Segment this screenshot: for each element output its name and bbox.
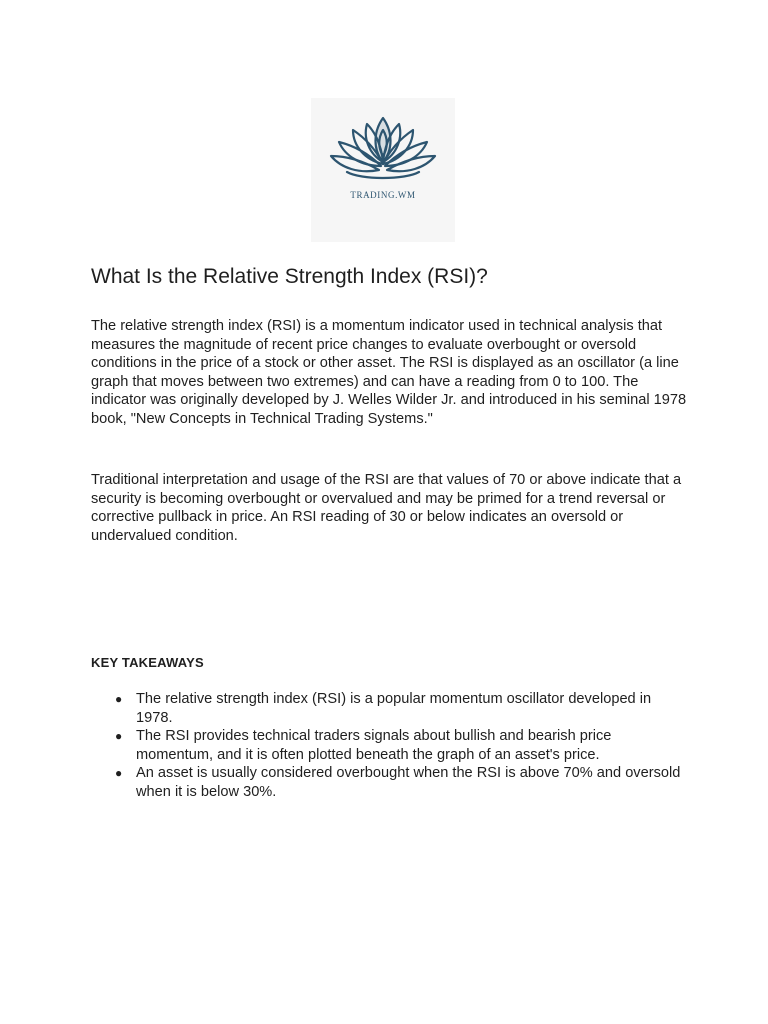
page-title: What Is the Relative Strength Index (RSI)?: [91, 265, 488, 288]
list-item: [91, 764, 691, 801]
lotus-icon: [311, 98, 455, 242]
paragraph-interpretation: Traditional interpretation and usage of the RSI are that values of 70 or above indicate that a security is becoming overbought or overvalued and may be primed for a trend reversal or corrective pullback in price. An RSI reading of 30 or below indicates an oversold or undervalued condition.: [91, 472, 682, 544]
bullet-icon: ●: [115, 766, 123, 781]
logo-text: TRADING.WM: [350, 190, 416, 200]
list-item: [91, 690, 691, 727]
list-item: [91, 727, 691, 764]
logo: [311, 98, 455, 242]
bullet-icon: ●: [115, 692, 123, 706]
key-takeaways-list: [91, 690, 691, 802]
bullet-icon: ●: [115, 729, 123, 744]
list-item-text: The RSI provides technical traders signals about bullish and bearish price momentum, and it is often plotted beneath the graph of an asset's price.: [136, 728, 612, 763]
paragraph-intro: The relative strength index (RSI) is a momentum indicator used in technical analysis that measures the magnitude of recent price changes to evaluate overbought or oversold conditions in the price of a stock or other asset. The RSI is displayed as an oscillator (a line graph that moves between two extremes) and can have a reading from 0 to 100. The indicator was originally developed by J. Welles Wilder Jr. and introduced in his seminal 1978 book, "New Concepts in Technical Trading Systems.": [91, 318, 687, 427]
list-item-text: The relative strength index (RSI) is a popular momentum oscillator developed in 1978.: [136, 691, 652, 726]
key-takeaways-heading: KEY TAKEAWAYS: [91, 655, 204, 670]
list-item-text: An asset is usually considered overbought when the RSI is above 70% and oversold when it is below 30%.: [136, 765, 681, 800]
